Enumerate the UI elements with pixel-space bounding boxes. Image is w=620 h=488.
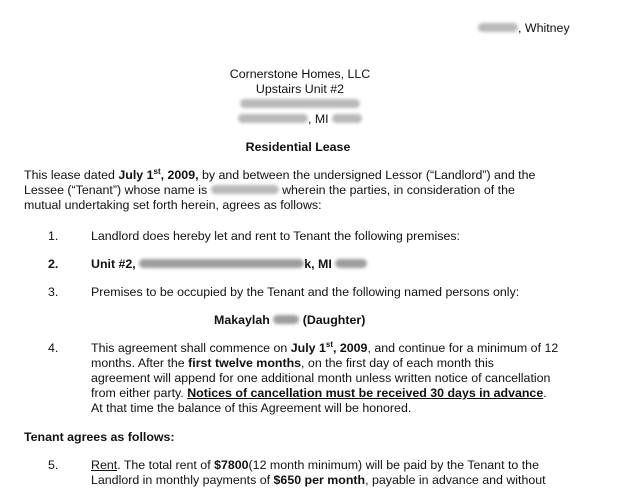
item-4-text: months. After the [91,356,189,370]
intro-date-sup: st [153,166,161,176]
item-4-text: This agreement shall commence on [91,341,291,355]
intro-text: Lessee (“Tenant”) whose name is [24,183,211,197]
item-number: 5. [48,458,59,472]
occupant-line [214,313,365,328]
cancellation-notice: Notices of cancellation must be received 30 days in advance [187,386,544,400]
redacted-name [478,23,518,32]
item-4-line-5: At that time the balance of this Agreement will be honored. [91,401,412,415]
intro-line-2 [24,183,515,198]
intro-date: July 1 [118,168,154,182]
item-5-text: (12 month minimum) will be paid by the Tenant to the [248,458,539,472]
item-4-date: July 1 [290,341,326,355]
header-right-text: , Whitney [518,21,570,35]
item-4-date-sup: st [325,339,333,349]
item-5-text: . The total rent of [117,458,215,472]
tenant-agrees-heading: Tenant agrees as follows: [24,430,175,444]
company-unit: Upstairs Unit #2 [255,82,345,96]
item-number: 2. [48,257,59,271]
item-1-text: Landlord does hereby let and rent to Tenant the following premises: [91,229,460,243]
unit-label: Unit #2, [91,257,136,271]
item-number: 3. [48,285,59,299]
item-4-bold: first twelve months [188,356,302,370]
item-4-year: , 2009 [333,341,368,355]
intro-line-1 [24,168,535,183]
redacted-surname [273,315,299,324]
item-number: 4. [48,341,59,355]
redacted-city [238,114,308,123]
item-2-text [91,257,367,272]
intro-date-year: , 2009, [160,168,199,182]
item-5-text: Landlord in monthly payments of [91,473,274,487]
company-city-line [0,112,610,127]
redacted-street [240,99,360,108]
redacted-zip [332,114,362,123]
item-4-line-2 [91,356,494,371]
intro-text: This lease dated [24,168,119,182]
rent-total: $7800 [214,458,249,472]
city-state: k, MI [304,257,332,271]
item-4-line-1 [91,341,558,356]
redacted-tenant-name [211,185,279,194]
item-3-text: Premises to be occupied by the Tenant and the following named persons only: [91,285,520,299]
item-4-line-3: agreement will append for one additional month unless written notice of cancellation [91,371,551,385]
monthly-rent: $650 per month [273,473,366,487]
company-street-redacted [0,97,610,112]
item-5-line-1 [91,458,539,473]
item-4-text: . [543,386,547,400]
item-5-text: , payable in advance and without [365,473,546,487]
occupant-first-name: Makaylah [214,313,270,327]
item-4-text: from either party. [91,386,188,400]
item-number: 1. [48,229,59,243]
intro-text: wherein the parties, in consideration of the [278,183,515,197]
redacted-zip [335,259,367,268]
item-4-line-4 [91,386,547,401]
occupant-relation: (Daughter) [302,313,366,327]
item-5-line-2 [91,473,546,488]
document-title: Residential Lease [245,140,351,154]
company-name: Cornerstone Homes, LLC [229,67,371,81]
intro-text: by and between the undersigned Lessor (“Landlord”) and the [198,168,536,182]
rent-label: Rent [91,458,118,472]
intro-line-3: mutual undertaking set forth herein, agrees as follows: [24,198,322,212]
header-tenant-name [478,21,570,36]
item-4-text: , on the first day of each month this [301,356,494,370]
item-4-text: , and continue for a minimum of 12 [367,341,559,355]
city-state: , MI [307,112,329,126]
redacted-address [139,259,304,268]
